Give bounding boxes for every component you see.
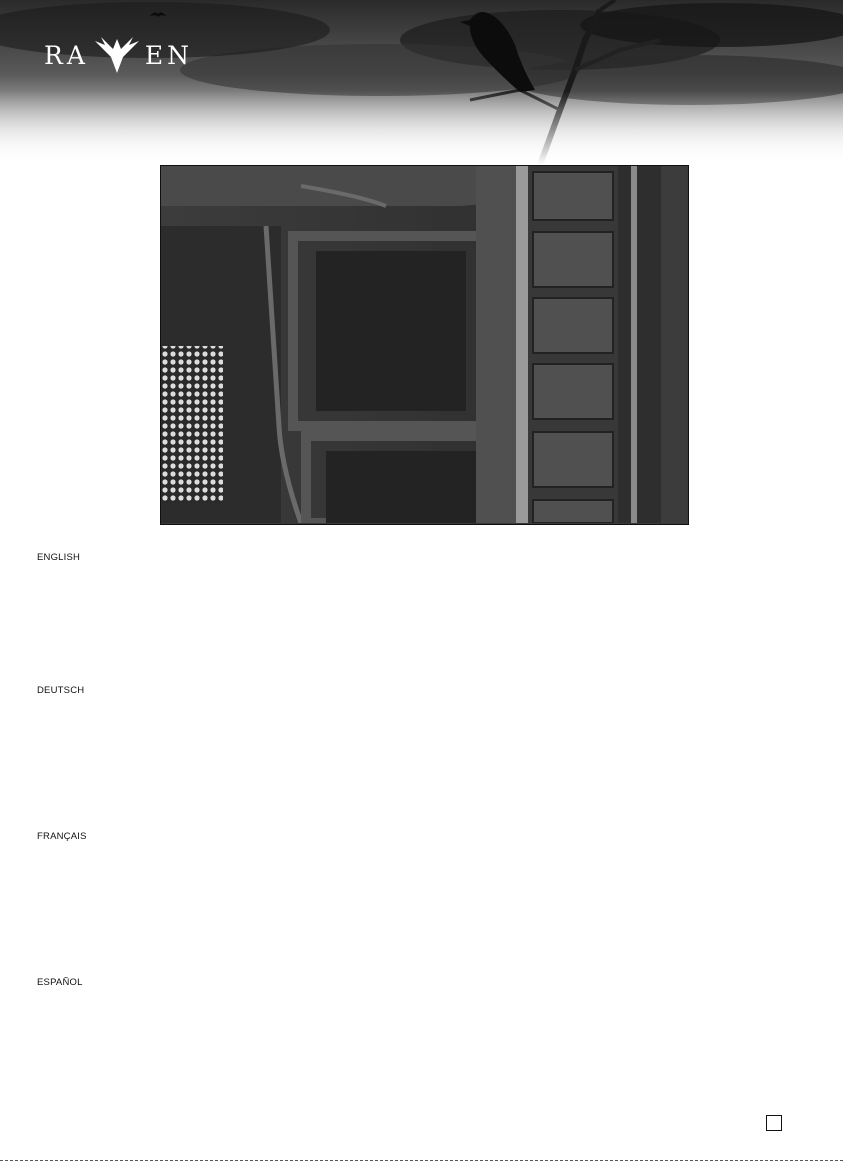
section-label-english: ENGLISH (37, 552, 81, 563)
raven-wings-icon (91, 35, 143, 75)
brand-logo (44, 35, 193, 75)
header-banner (0, 0, 843, 165)
section-label-deutsch: DEUTSCH (37, 685, 85, 696)
case-interior-photo (160, 165, 689, 525)
section-label-espanol: ESPAÑOL (37, 977, 83, 988)
cut-line (0, 1160, 843, 1161)
banner-background (0, 0, 843, 165)
brand-text-left: RA (44, 40, 89, 70)
photo-illustration (161, 166, 687, 523)
page-number-box (766, 1115, 782, 1131)
brand-text-right: EN (144, 40, 194, 70)
section-label-francais: FRANÇAIS (37, 831, 87, 842)
